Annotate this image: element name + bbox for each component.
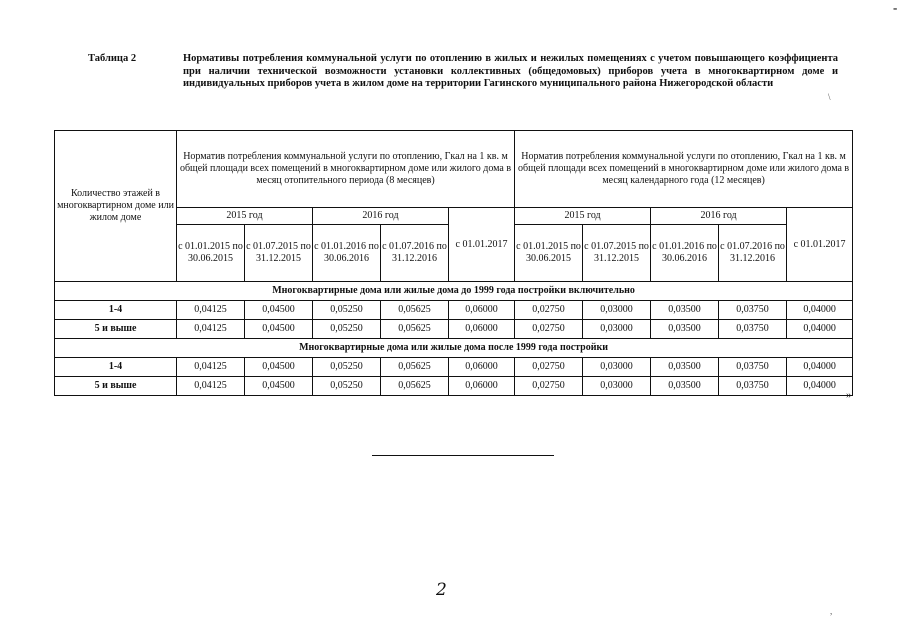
period-header: с 01.01.2016 по 30.06.2016 <box>313 225 381 282</box>
value-cell: 0,03000 <box>583 301 651 320</box>
value-cell: 0,04125 <box>177 320 245 339</box>
value-cell: 0,04000 <box>787 301 853 320</box>
value-cell: 0,04500 <box>245 377 313 396</box>
table-row <box>55 377 853 396</box>
value-cell: 0,03500 <box>651 358 719 377</box>
page-number: 2 <box>436 580 447 600</box>
floors-label: 1-4 <box>55 358 177 377</box>
value-cell: 0,03000 <box>583 320 651 339</box>
corner-dash: - <box>893 0 898 15</box>
value-cell: 0,03750 <box>719 377 787 396</box>
scan-speck: , <box>830 606 833 616</box>
period-2017-header: с 01.01.2017 <box>787 208 853 282</box>
section-title: Многоквартирные дома или жилые дома до 1999 года постройки включительно <box>55 282 853 301</box>
value-cell: 0,05625 <box>381 301 449 320</box>
value-cell: 0,02750 <box>515 301 583 320</box>
value-cell: 0,05250 <box>313 320 381 339</box>
value-cell: 0,02750 <box>515 358 583 377</box>
value-cell: 0,03500 <box>651 320 719 339</box>
period-header: с 01.07.2016 по 31.12.2016 <box>381 225 449 282</box>
value-cell: 0,04125 <box>177 301 245 320</box>
separator-line <box>372 455 554 456</box>
table-row <box>55 358 853 377</box>
period-header: с 01.07.2015 по 31.12.2015 <box>245 225 313 282</box>
value-cell: 0,05625 <box>381 358 449 377</box>
value-cell: 0,05250 <box>313 358 381 377</box>
value-cell: 0,04500 <box>245 301 313 320</box>
calendar-year-norm-header: Норматив потребления коммунальной услуги по отоплению, Гкал на 1 кв. м общей площади всех помещений в многоквартирном доме или жилого дома в месяц календарного года (12 месяцев) <box>515 131 853 208</box>
closing-quote: » <box>846 389 852 401</box>
year-2015-header: 2015 год <box>515 208 651 225</box>
value-cell: 0,03750 <box>719 358 787 377</box>
value-cell: 0,04000 <box>787 320 853 339</box>
value-cell: 0,03500 <box>651 377 719 396</box>
floors-label: 5 и выше <box>55 377 177 396</box>
period-header: с 01.01.2015 по 30.06.2015 <box>515 225 583 282</box>
table-row <box>55 320 853 339</box>
floors-column-header: Количество этажей в многоквартирном доме или жилом доме <box>55 131 177 282</box>
value-cell: 0,05625 <box>381 377 449 396</box>
floors-label: 5 и выше <box>55 320 177 339</box>
year-2016-header: 2016 год <box>651 208 787 225</box>
value-cell: 0,03000 <box>583 358 651 377</box>
value-cell: 0,03000 <box>583 377 651 396</box>
floors-label: 1-4 <box>55 301 177 320</box>
value-cell: 0,03750 <box>719 320 787 339</box>
value-cell: 0,06000 <box>449 320 515 339</box>
value-cell: 0,05250 <box>313 377 381 396</box>
value-cell: 0,06000 <box>449 301 515 320</box>
year-2015-header: 2015 год <box>177 208 313 225</box>
value-cell: 0,06000 <box>449 358 515 377</box>
period-2017-header: с 01.01.2017 <box>449 208 515 282</box>
value-cell: 0,04125 <box>177 358 245 377</box>
period-header: с 01.07.2015 по 31.12.2015 <box>583 225 651 282</box>
value-cell: 0,04000 <box>787 377 853 396</box>
value-cell: 0,04000 <box>787 358 853 377</box>
heating-period-norm-header: Норматив потребления коммунальной услуги по отоплению, Гкал на 1 кв. м общей площади всех помещений в многоквартирном доме или жилого дома в месяц отопительного периода (8 месяцев) <box>177 131 515 208</box>
section-title: Многоквартирные дома или жилые дома после 1999 года постройки <box>55 339 853 358</box>
table-label: Таблица 2 <box>88 53 137 64</box>
scan-speck: \ <box>828 92 831 102</box>
value-cell: 0,03500 <box>651 301 719 320</box>
value-cell: 0,04500 <box>245 320 313 339</box>
value-cell: 0,05625 <box>381 320 449 339</box>
value-cell: 0,04125 <box>177 377 245 396</box>
document-title: Нормативы потребления коммунальной услуги по отоплению в жилых и нежилых помещениях с учетом повышающего коэффициента при наличии технической возможности установки коллективных (общедомовых) приборов учета в многоквартирном доме и индивидуальных приборов учета в жилом доме на территории Гагинского муниципального района Нижегородской области <box>183 53 838 89</box>
period-header: с 01.01.2016 по 30.06.2016 <box>651 225 719 282</box>
period-header: с 01.07.2016 по 31.12.2016 <box>719 225 787 282</box>
year-2016-header: 2016 год <box>313 208 449 225</box>
period-header: с 01.01.2015 по 30.06.2015 <box>177 225 245 282</box>
value-cell: 0,02750 <box>515 320 583 339</box>
value-cell: 0,05250 <box>313 301 381 320</box>
norms-table <box>54 130 853 396</box>
value-cell: 0,02750 <box>515 377 583 396</box>
value-cell: 0,06000 <box>449 377 515 396</box>
table-row <box>55 301 853 320</box>
value-cell: 0,03750 <box>719 301 787 320</box>
value-cell: 0,04500 <box>245 358 313 377</box>
